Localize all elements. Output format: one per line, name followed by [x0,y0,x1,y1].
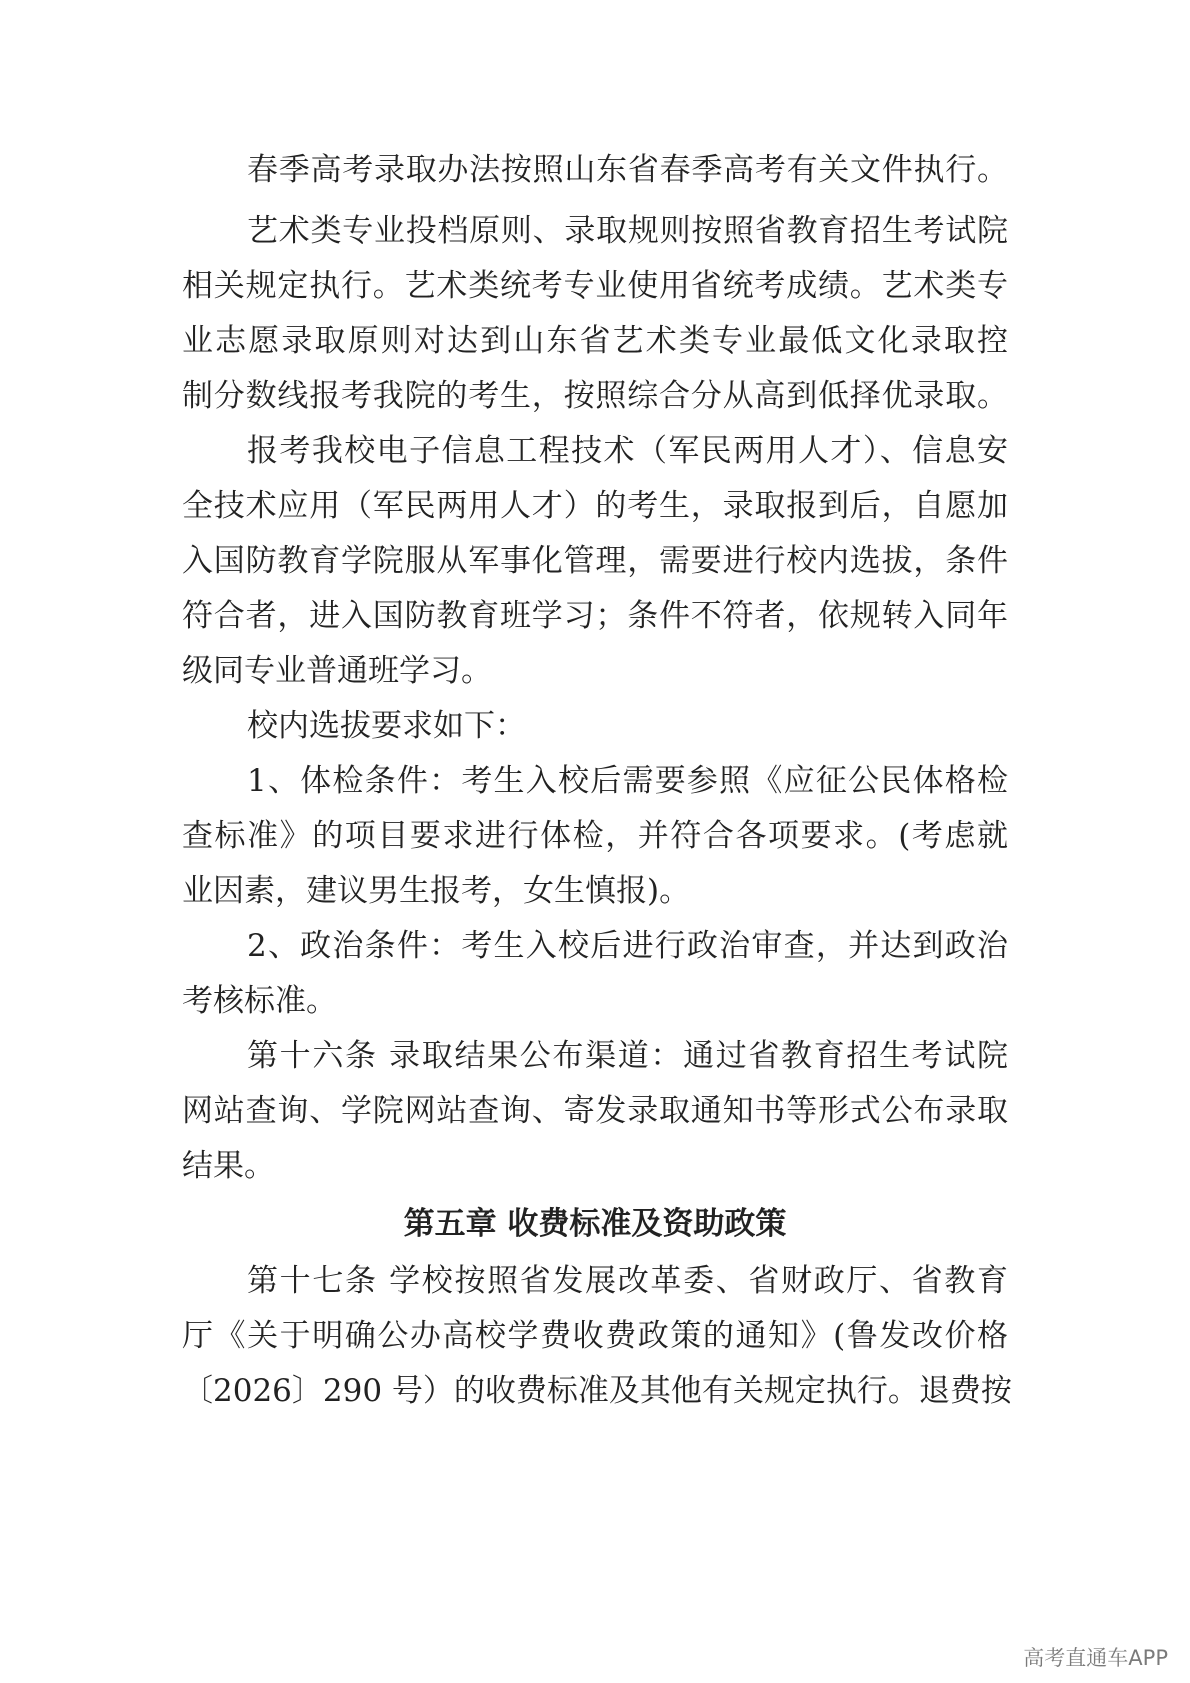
text-line: 符合者，进入国防教育班学习；条件不符者，依规转入同年 [182,598,1008,634]
text-line: 校内选拔要求如下： [247,708,526,744]
text-line: 第十六条 录取结果公布渠道：通过省教育招生考试院 [247,1038,1008,1074]
text-line: 报考我校电子信息工程技术（军民两用人才）、信息安 [247,433,1008,469]
text-line: 查标准》的项目要求进行体检，并符合各项要求。(考虑就 [182,818,1008,854]
chapter-heading: 第五章 收费标准及资助政策 [403,1206,787,1242]
text-line: 〔2026〕290 号）的收费标准及其他有关规定执行。退费按 [182,1373,1012,1409]
text-line: 春季高考录取办法按照山东省春季高考有关文件执行。 [247,152,1008,188]
text-line: 第十七条 学校按照省发展改革委、省财政厅、省教育 [247,1263,1008,1299]
text-line: 业因素，建议男生报考，女生慎报)。 [182,873,691,909]
text-line: 全技术应用（军民两用人才）的考生，录取报到后，自愿加 [182,488,1008,524]
text-line: 艺术类专业投档原则、录取规则按照省教育招生考试院 [247,213,1008,249]
text-line: 入国防教育学院服从军事化管理，需要进行校内选拔，条件 [182,543,1008,579]
text-line: 网站查询、学院网站查询、寄发录取通知书等形式公布录取 [182,1093,1008,1129]
text-line: 级同专业普通班学习。 [182,653,492,689]
text-line: 考核标准。 [182,983,337,1019]
text-line: 厅《关于明确公办高校学费收费政策的通知》(鲁发改价格 [182,1318,1008,1354]
text-line: 结果。 [182,1148,275,1184]
text-line: 1、体检条件：考生入校后需要参照《应征公民体格检 [247,763,1008,799]
watermark-text: 高考直通车APP [1023,1646,1168,1670]
text-line: 相关规定执行。艺术类统考专业使用省统考成绩。艺术类专 [182,268,1008,304]
text-line: 业志愿录取原则对达到山东省艺术类专业最低文化录取控 [182,323,1008,359]
text-line: 2、政治条件：考生入校后进行政治审查，并达到政治 [247,928,1008,964]
text-line: 制分数线报考我院的考生，按照综合分从高到低择优录取。 [182,378,1008,414]
